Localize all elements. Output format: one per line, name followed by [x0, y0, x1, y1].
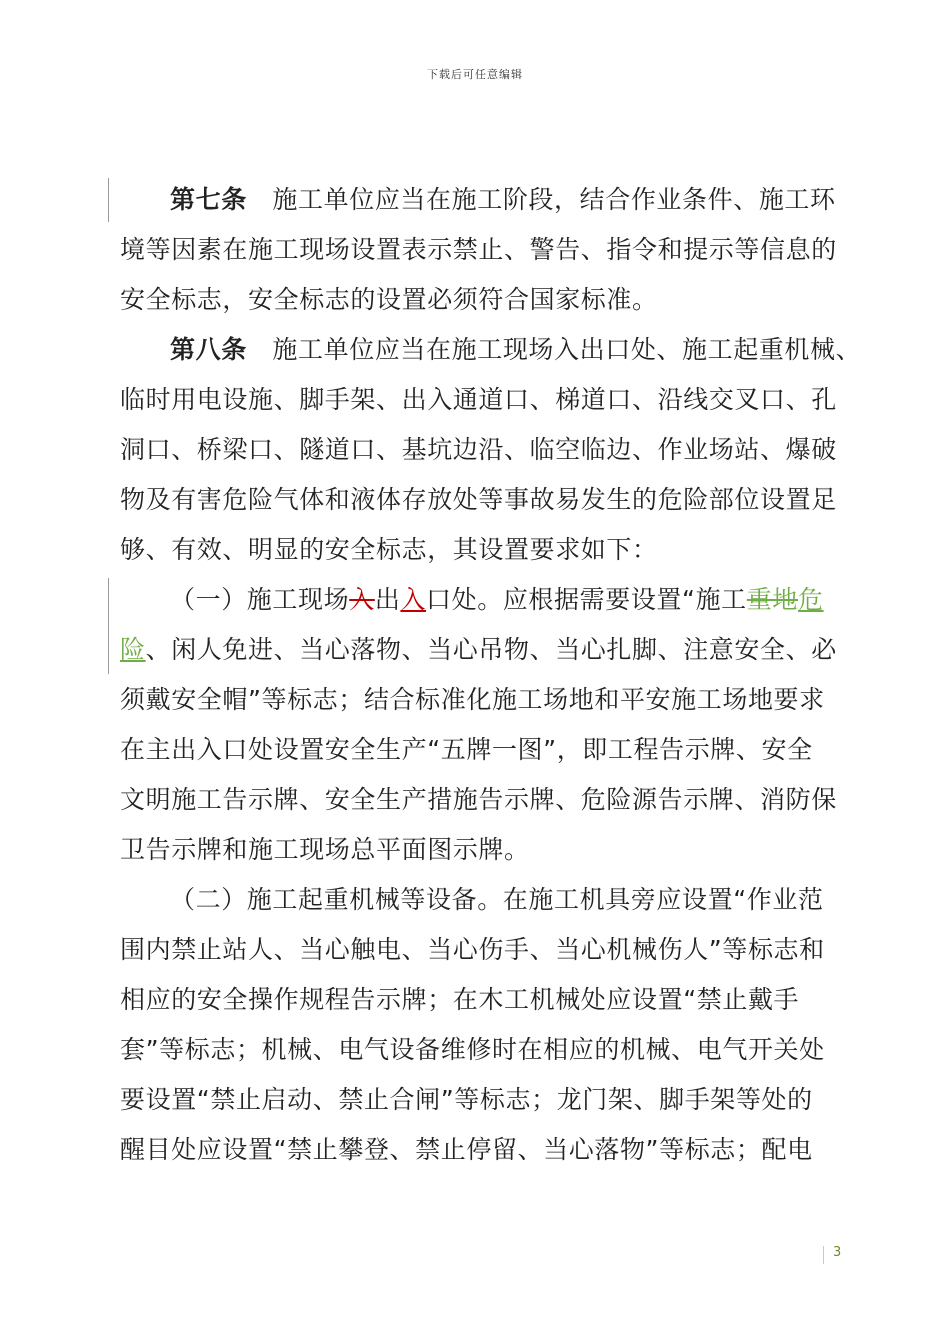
paragraph-line: 境等因素在施工现场设置表示禁止、警告、指令和提示等信息的	[120, 235, 837, 264]
page-number: 3	[833, 1245, 842, 1260]
paragraph-line: 在主出入口处设置安全生产“五牌一图”，即工程告示牌、安全	[120, 735, 813, 764]
tracked-insertion: 险	[120, 635, 146, 664]
paragraph-line: 够、有效、明显的安全标志，其设置要求如下：	[120, 535, 658, 564]
paragraph-line: 要设置“禁止启动、禁止合闸”等标志；龙门架、脚手架等处的	[120, 1085, 813, 1114]
tracked-deletion: 重地	[746, 585, 798, 614]
tracked-insertion: 危	[798, 585, 824, 614]
change-bar	[108, 578, 109, 674]
paragraph-line: 洞口、桥梁口、隧道口、基坑边沿、临空临边、作业场站、爆破	[120, 435, 837, 464]
paragraph-line: 文明施工告示牌、安全生产措施告示牌、危险源告示牌、消防保	[120, 785, 837, 814]
paragraph-line: 临时用电设施、脚手架、出入通道口、梯道口、沿线交叉口、孔	[120, 385, 837, 414]
change-bar	[108, 178, 109, 222]
paragraph-line: 险、闲人免进、当心落物、当心吊物、当心扎脚、注意安全、必	[120, 635, 837, 664]
article-heading: 第七条	[170, 185, 247, 214]
tracked-deletion: 入	[349, 585, 375, 614]
paragraph-line: 物及有害危险气体和液体存放处等事故易发生的危险部位设置足	[120, 485, 837, 514]
page-header: 下载后可任意编辑	[427, 68, 523, 81]
tracked-insertion: 入	[400, 585, 427, 614]
paragraph-line: 第八条 施工单位应当在施工现场入出口处、施工起重机械、	[170, 335, 862, 364]
paragraph-line: 安全标志，安全标志的设置必须符合国家标准。	[120, 285, 658, 314]
paragraph-line: （一）施工现场入出入口处。应根据需要设置“施工重地危	[170, 585, 824, 614]
page-number-divider	[823, 1246, 824, 1264]
paragraph-line: 须戴安全帽”等标志；结合标准化施工场地和平安施工场地要求	[120, 685, 825, 714]
paragraph-line: 相应的安全操作规程告示牌；在木工机械处应设置“禁止戴手	[120, 985, 800, 1014]
paragraph-line: 醒目处应设置“禁止攀登、禁止停留、当心落物”等标志；配电	[120, 1135, 813, 1164]
paragraph-line: （二）施工起重机械等设备。在施工机具旁应设置“作业范	[170, 885, 824, 914]
paragraph-line: 围内禁止站人、当心触电、当心伤手、当心机械伤人”等标志和	[120, 935, 825, 964]
paragraph-line: 卫告示牌和施工现场总平面图示牌。	[120, 835, 530, 864]
article-heading: 第八条	[170, 335, 247, 364]
paragraph-line: 套”等标志；机械、电气设备维修时在相应的机械、电气开关处	[120, 1035, 825, 1064]
paragraph-line: 第七条 施工单位应当在施工阶段，结合作业条件、施工环	[170, 185, 836, 214]
